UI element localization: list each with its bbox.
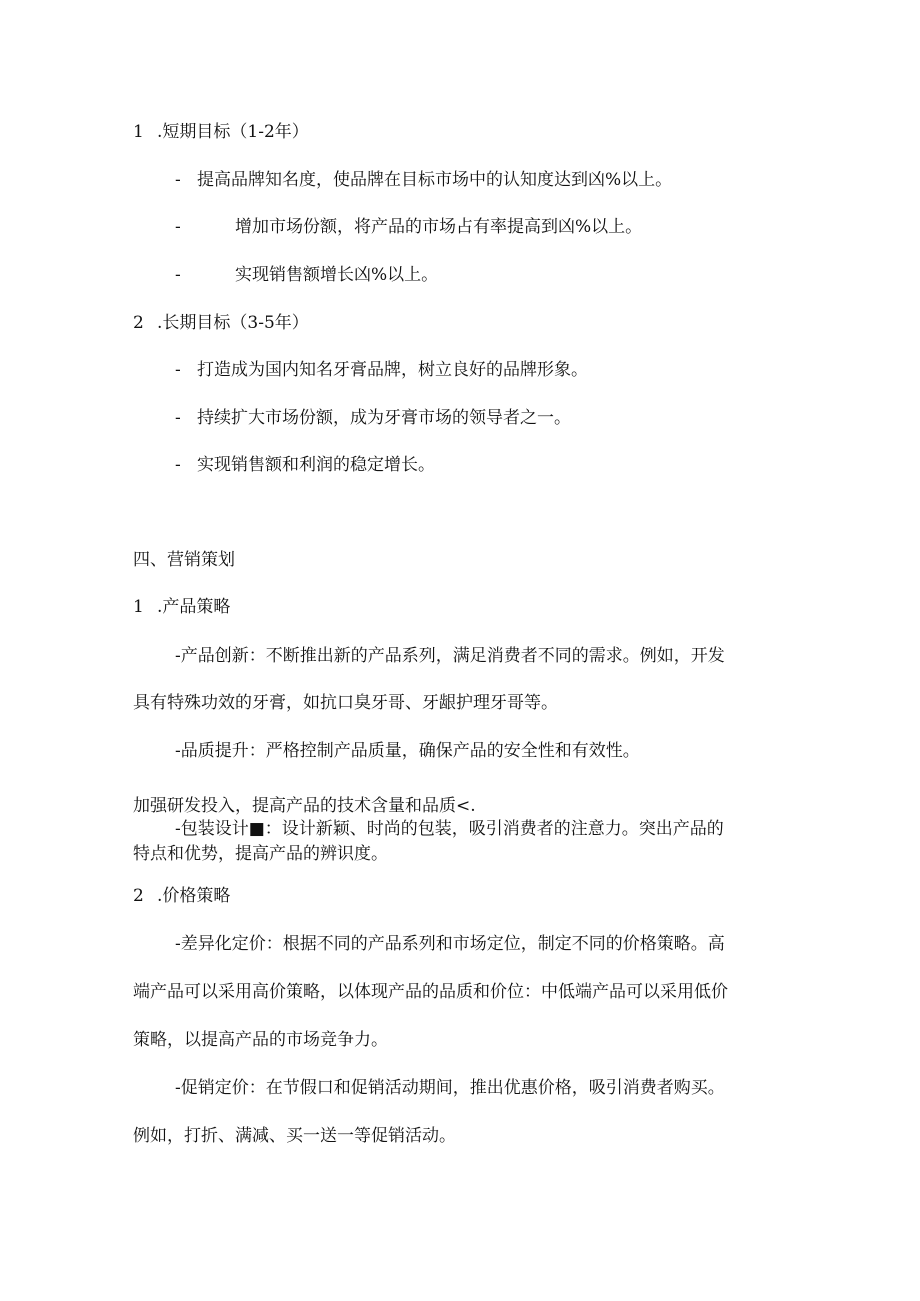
bullet-dash: - [175,265,181,285]
marketing-section-heading: 四、营销策划 [133,550,235,570]
short-term-goal-item-1 [175,169,672,191]
long-term-goal-item-2 [175,407,571,429]
promotional-pricing-paragraph-line-2: 例如，打折、满减、买一送一等促销活动。 [133,1126,456,1146]
product-strategy-title: .产品策略 [157,597,231,617]
short-term-goal-title: .短期目标（1-2年） [157,122,309,142]
promotional-pricing-paragraph-line-1: -促销定价：在节假口和促销活动期间，推出优惠价格，吸引消费者购买。 [175,1078,725,1098]
long-term-goal-title: .长期目标（3-5年） [157,313,309,333]
short-term-goal-item-3 [175,264,438,286]
quality-improvement-paragraph-line-1: -品质提升：严格控制产品质量，确保产品的安全性和有效性。 [175,741,640,761]
long-term-goal-item-text: 持续扩大市场份额，成为牙膏市场的领导者之一。 [197,408,571,428]
short-term-goal-number: 1 [133,122,144,142]
packaging-design-paragraph-line-1: -包装设计■：设计新颖、时尚的包装，吸引消费者的注意力。突出产品的 [175,819,724,839]
bullet-dash: - [175,360,181,380]
price-strategy-heading [133,885,230,907]
short-term-goal-item-text: 增加市场份额，将产品的市场占有率提高到凶%以上。 [235,217,643,237]
differentiated-pricing-paragraph-line-1: -差异化定价：根据不同的产品系列和市场定位，制定不同的价格策略。高 [175,934,725,954]
price-strategy-title: .价格策略 [157,886,231,906]
short-term-goal-item-2 [175,216,642,238]
product-innovation-paragraph-line-2: 具有特殊功效的牙膏，如抗口臭牙哥、牙龈护理牙哥等。 [133,693,558,713]
quality-improvement-paragraph-line-2: 加强研发投入，提高产品的技术含量和品质<. [133,796,476,816]
bullet-dash: - [175,455,181,475]
long-term-goal-item-text: 实现销售额和利润的稳定增长。 [197,455,435,475]
long-term-goal-item-1 [175,359,588,381]
bullet-dash: - [175,217,181,237]
short-term-goal-heading [133,121,309,143]
product-innovation-paragraph-line-1: -产品创新：不断推出新的产品系列，满足消费者不同的需求。例如，开发 [175,646,725,666]
product-strategy-number: 1 [133,597,144,617]
short-term-goal-item-text: 提高品牌知名度，使品牌在目标市场中的认知度达到凶%以上。 [197,170,673,190]
differentiated-pricing-paragraph-line-3: 策略，以提高产品的市场竞争力。 [133,1030,388,1050]
differentiated-pricing-paragraph-line-2: 端产品可以采用高价策略，以体现产品的品质和价位：中低端产品可以采用低价 [133,982,728,1002]
bullet-dash: - [175,408,181,428]
short-term-goal-item-text: 实现销售额增长凶%以上。 [235,265,439,285]
long-term-goal-item-3 [175,454,435,476]
packaging-design-paragraph-line-2: 特点和优势，提高产品的辨识度。 [133,844,388,864]
product-strategy-heading [133,596,230,618]
bullet-dash: - [175,170,181,190]
price-strategy-number: 2 [133,886,144,906]
long-term-goal-heading [133,312,309,334]
long-term-goal-item-text: 打造成为国内知名牙膏品牌，树立良好的品牌形象。 [197,360,588,380]
long-term-goal-number: 2 [133,313,144,333]
